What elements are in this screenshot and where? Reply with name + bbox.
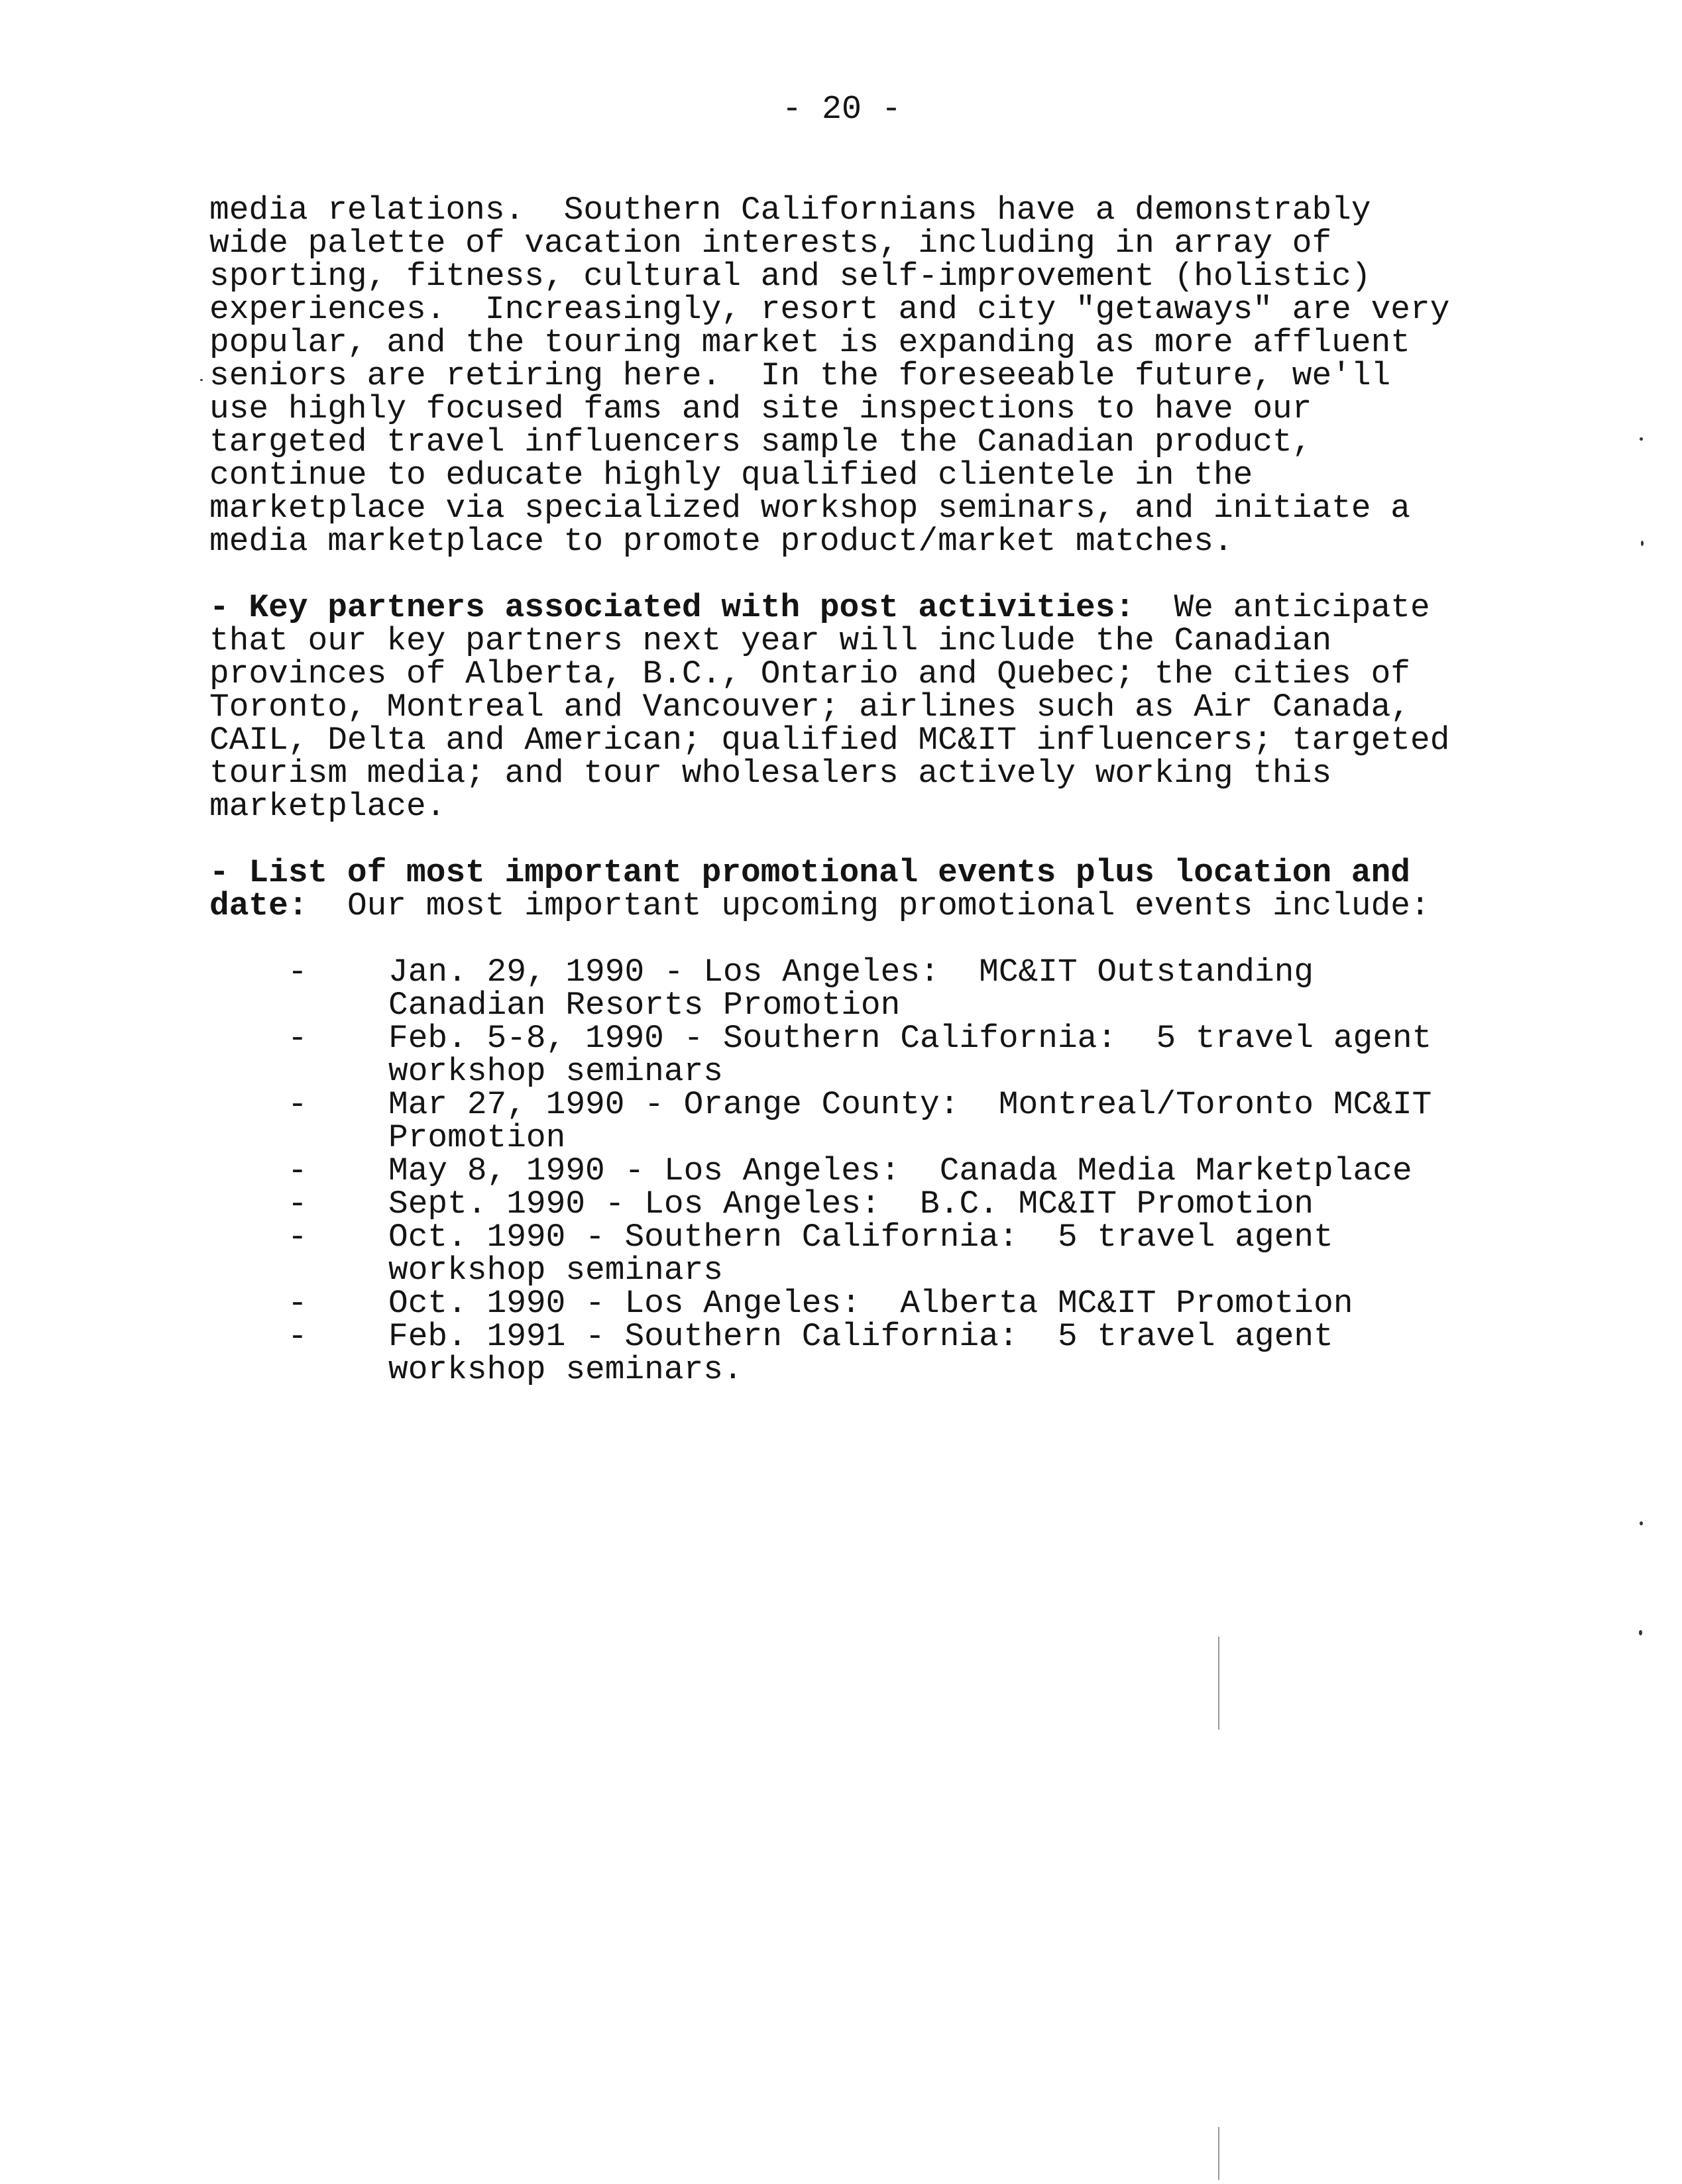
list-dash: -	[288, 1185, 308, 1223]
event-text: Mar 27, 1990 - Orange County: Montreal/Toronto MC&IT Promotion	[388, 1086, 1432, 1156]
scan-speck	[1639, 1630, 1642, 1635]
scan-speck	[1640, 1521, 1643, 1525]
paragraph-media-relations	[209, 193, 1488, 558]
list-dash: -	[288, 1086, 308, 1123]
list-item	[209, 1088, 1488, 1154]
list-dash: -	[288, 1318, 308, 1355]
paragraph-text: Our most important upcoming promotional events include:	[308, 887, 1430, 924]
list-item	[209, 956, 1488, 1022]
event-text: May 8, 1990 - Los Angeles: Canada Media Marketplace	[388, 1152, 1412, 1189]
list-dash: -	[288, 1020, 308, 1057]
list-item	[209, 1287, 1488, 1320]
list-item	[209, 1022, 1488, 1088]
list-dash: -	[288, 954, 308, 991]
event-text: Oct. 1990 - Southern California: 5 travel agent workshop seminars	[388, 1219, 1333, 1289]
event-text: Feb. 5-8, 1990 - Southern California: 5 travel agent workshop seminars	[388, 1020, 1432, 1090]
scan-speck	[200, 379, 203, 381]
scan-speck	[1641, 541, 1644, 546]
paragraph-text: media relations. Southern Californians have a demonstrably wide palette of vacation interests, including in array of sporting, fitness, cultural and self-improvement (holistic) experiences. Increasingly, resort and city "getaways" are very popular, and the touring market is expanding as more affluent seniors are retiring here. In the foreseeable future, we'll use highly focused fams and site inspections to have our targeted travel influencers sample the Canadian product, continue to educate highly qualified clientele in the marketplace via specialized workshop seminars, and initiate a media marketplace to promote product/market matches.	[209, 191, 1450, 560]
list-item	[209, 1187, 1488, 1221]
scan-speck	[1640, 437, 1643, 441]
event-text: Sept. 1990 - Los Angeles: B.C. MC&IT Promotion	[388, 1185, 1314, 1223]
scan-line	[1218, 2127, 1219, 2180]
list-item	[209, 1221, 1488, 1287]
event-text: Feb. 1991 - Southern California: 5 travel agent workshop seminars.	[388, 1318, 1333, 1388]
page-number: - 20 -	[782, 91, 902, 129]
list-item	[209, 1320, 1488, 1386]
paragraph-text: We anticipate that our key partners next year will include the Canadian provinces of Alberta, B.C., Ontario and Quebec; the cities of Toronto, Montreal and Vancouver; airlines such as Air Canada, CAIL, Delta and American; qualified MC&IT influencers; targeted tourism media; and tour wholesalers actively working this marketplace.	[209, 589, 1450, 825]
list-dash: -	[288, 1152, 308, 1189]
document-body	[209, 193, 1488, 1386]
event-text: Oct. 1990 - Los Angeles: Alberta MC&IT Promotion	[388, 1285, 1353, 1322]
paragraph-key-partners	[209, 591, 1488, 823]
paragraph-promotional-events	[209, 856, 1488, 922]
list-dash: -	[288, 1219, 308, 1256]
events-list	[209, 956, 1488, 1386]
paragraph-lead-heading: - List of most important promotional events plus location and date:	[209, 854, 1410, 924]
event-text: Jan. 29, 1990 - Los Angeles: MC&IT Outstanding Canadian Resorts Promotion	[388, 954, 1314, 1024]
scan-line	[1218, 1637, 1219, 1729]
paragraph-lead-heading: - Key partners associated with post activities:	[209, 589, 1135, 626]
list-dash: -	[288, 1285, 308, 1322]
list-item	[209, 1154, 1488, 1187]
